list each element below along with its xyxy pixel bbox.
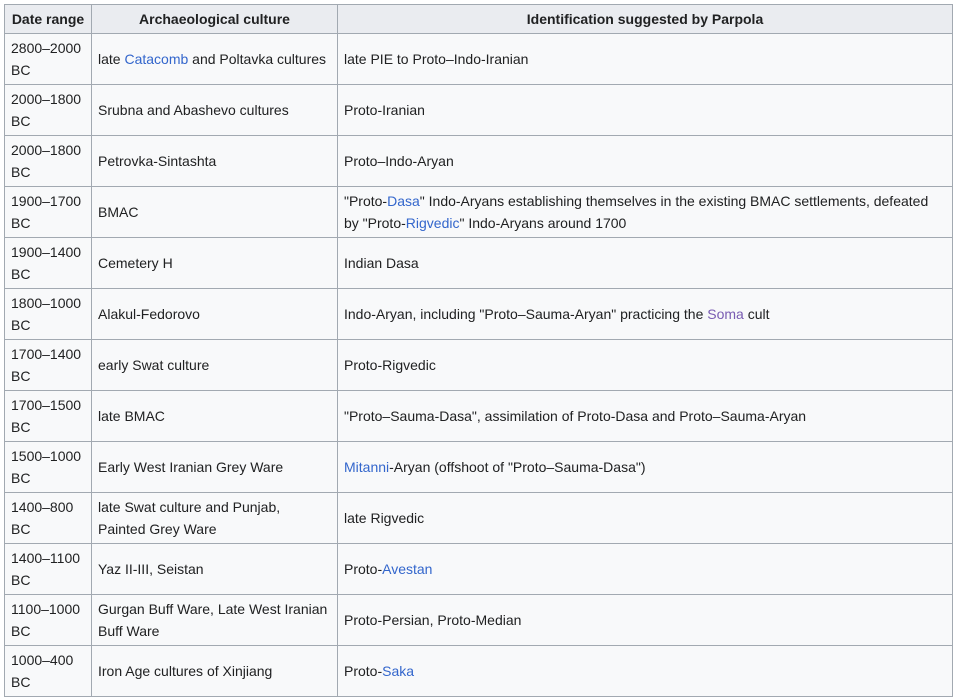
date-range-cell: 1100–1000 BC (5, 595, 92, 646)
cell-text: and Poltavka cultures (188, 51, 327, 67)
wiki-link-rigvedic[interactable]: Rigvedic (405, 215, 460, 231)
table-row (5, 544, 953, 595)
culture-cell (92, 34, 338, 85)
identification-cell (338, 646, 953, 697)
table-row (5, 442, 953, 493)
cell-text: late Rigvedic (344, 510, 425, 526)
date-range-cell: 1700–1400 BC (5, 340, 92, 391)
identification-cell (338, 391, 953, 442)
table-row (5, 187, 953, 238)
identification-cell (338, 442, 953, 493)
cell-text: cult (743, 306, 770, 322)
cell-text: Proto–Indo-Aryan (344, 153, 454, 169)
cell-text: late BMAC (98, 408, 165, 424)
table-row (5, 340, 953, 391)
culture-cell (92, 238, 338, 289)
identification-cell (338, 493, 953, 544)
table-row (5, 646, 953, 697)
culture-cell (92, 85, 338, 136)
date-range-cell: 1700–1500 BC (5, 391, 92, 442)
cell-text: "Proto- (344, 193, 388, 209)
culture-cell (92, 187, 338, 238)
date-range-cell: 2800–2000 BC (5, 34, 92, 85)
date-range-cell: 1400–1100 BC (5, 544, 92, 595)
identification-cell (338, 136, 953, 187)
cell-text: Proto- (344, 561, 383, 577)
parpola-table (4, 4, 953, 697)
table-row (5, 595, 953, 646)
cell-text: Proto-Rigvedic (344, 357, 436, 373)
cell-text: late (98, 51, 125, 67)
date-range-cell: 1800–1000 BC (5, 289, 92, 340)
identification-cell (338, 238, 953, 289)
culture-cell (92, 442, 338, 493)
cell-text: Alakul-Fedorovo (98, 306, 200, 322)
wiki-link-catacomb[interactable]: Catacomb (124, 51, 189, 67)
date-range-cell: 1500–1000 BC (5, 442, 92, 493)
cell-text: Proto-Iranian (344, 102, 425, 118)
table-row (5, 238, 953, 289)
identification-cell (338, 289, 953, 340)
cell-text: Gurgan Buff Ware, Late West Iranian Buff Ware (98, 601, 328, 639)
date-range-cell: 1400–800 BC (5, 493, 92, 544)
culture-cell (92, 289, 338, 340)
date-range-cell: 2000–1800 BC (5, 85, 92, 136)
cell-text: Petrovka-Sintashta (98, 153, 217, 169)
cell-text: BMAC (98, 204, 139, 220)
table-row (5, 85, 953, 136)
date-range-cell: 1900–1400 BC (5, 238, 92, 289)
header-date-range: Date range (5, 5, 92, 34)
wiki-link-mitanni[interactable]: Mitanni (344, 459, 390, 475)
wiki-link-dasa[interactable]: Dasa (387, 193, 420, 209)
culture-cell (92, 544, 338, 595)
identification-cell (338, 187, 953, 238)
wiki-link-saka[interactable]: Saka (382, 663, 415, 679)
culture-cell (92, 493, 338, 544)
table-row (5, 34, 953, 85)
table-header (5, 5, 953, 34)
table-row (5, 289, 953, 340)
header-identification: Identification suggested by Parpola (338, 5, 953, 34)
cell-text: Indian Dasa (344, 255, 419, 271)
cell-text: Early West Iranian Grey Ware (98, 459, 284, 475)
cell-text: late PIE to Proto–Indo-Iranian (344, 51, 529, 67)
table-body (5, 34, 953, 697)
cell-text: " Indo-Aryans around 1700 (459, 215, 627, 231)
cell-text: Srubna and Abashevo cultures (98, 102, 289, 118)
wiki-link-avestan[interactable]: Avestan (382, 561, 433, 577)
cell-text: Indo-Aryan, including "Proto–Sauma-Aryan" practicing the (344, 306, 708, 322)
cell-text: " Indo-Aryans establishing themselves in the existing BMAC settlements, defeated by "Proto- (344, 193, 929, 231)
culture-cell (92, 391, 338, 442)
cell-text: early Swat culture (98, 357, 210, 373)
cell-text: Proto-Persian, Proto-Median (344, 612, 522, 628)
culture-cell (92, 595, 338, 646)
identification-cell (338, 595, 953, 646)
culture-cell (92, 646, 338, 697)
header-archaeological-culture: Archaeological culture (92, 5, 338, 34)
date-range-cell: 2000–1800 BC (5, 136, 92, 187)
cell-text: "Proto–Sauma-Dasa", assimilation of Proto-Dasa and Proto–Sauma-Aryan (344, 408, 807, 424)
table-row (5, 493, 953, 544)
identification-cell (338, 34, 953, 85)
cell-text: Yaz II-III, Seistan (98, 561, 204, 577)
cell-text: late Swat culture and Punjab, Painted Grey Ware (98, 499, 281, 537)
table-row (5, 136, 953, 187)
cell-text: Cemetery H (98, 255, 173, 271)
identification-cell (338, 85, 953, 136)
cell-text: -Aryan (offshoot of "Proto–Sauma-Dasa") (389, 459, 646, 475)
identification-cell (338, 340, 953, 391)
cell-text: Iron Age cultures of Xinjiang (98, 663, 273, 679)
header-row (5, 5, 953, 34)
cell-text: Proto- (344, 663, 383, 679)
date-range-cell: 1000–400 BC (5, 646, 92, 697)
culture-cell (92, 340, 338, 391)
table-row (5, 391, 953, 442)
identification-cell (338, 544, 953, 595)
wiki-link-soma[interactable]: Soma (707, 306, 744, 322)
culture-cell (92, 136, 338, 187)
date-range-cell: 1900–1700 BC (5, 187, 92, 238)
